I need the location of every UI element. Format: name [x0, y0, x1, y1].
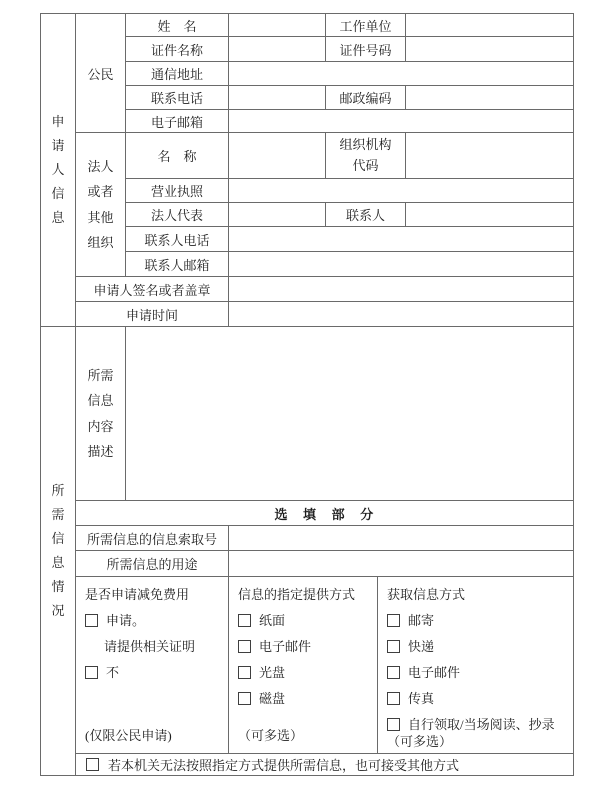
checkbox-icon [238, 640, 251, 653]
fee-waiver-cell [76, 577, 229, 754]
checkbox-icon [86, 758, 99, 771]
label-email: 电子邮箱 [126, 110, 229, 133]
label-postcode: 邮政编码 [326, 86, 406, 110]
label-signature: 申请人签名或者盖章 [76, 277, 229, 302]
delivery-option-paper[interactable]: 纸面 [238, 612, 372, 629]
input-cell-apply-time[interactable] [229, 302, 574, 327]
label-work-unit: 工作单位 [326, 14, 406, 37]
delivery-method-cell [229, 577, 378, 754]
fallback-note-option[interactable] [86, 755, 571, 774]
label-contact-phone: 联系人电话 [126, 227, 229, 252]
applicant-section-title: 申请人信息 [51, 113, 65, 226]
input-cell-legal-rep[interactable] [229, 203, 326, 227]
group-label-citizen: 公民 [76, 14, 126, 133]
required-info-table [40, 326, 574, 776]
checkbox-icon [387, 666, 400, 679]
fee-waiver-option-apply[interactable]: 申请。 [85, 612, 223, 629]
applicant-info-table [40, 13, 574, 327]
fallback-note-text: 若本机关无法按照指定方式提供所需信息，也可接受其他方式 [108, 758, 460, 773]
checkbox-icon [387, 614, 400, 627]
label-purpose: 所需信息的用途 [76, 551, 229, 577]
input-cell-org-code[interactable] [406, 133, 574, 179]
input-cell-org-name[interactable] [229, 133, 326, 179]
input-cell-phone[interactable] [229, 86, 326, 110]
checkbox-icon [85, 666, 98, 679]
obtain-method-cell [378, 577, 574, 754]
label-legal-rep: 法人代表 [126, 203, 229, 227]
fee-waiver-apply-note: 请提供相关证明 [104, 639, 196, 654]
section-title-applicant [41, 14, 76, 327]
delivery-method-footnote: （可多选） [238, 728, 304, 743]
obtain-option-mail[interactable]: 邮寄 [387, 612, 568, 629]
checkbox-icon [85, 614, 98, 627]
fee-waiver-option-no[interactable]: 不 [85, 664, 223, 681]
obtain-method-footnote: （可多选） [387, 734, 453, 749]
delivery-method-header: 信息的指定提供方式 [238, 587, 356, 602]
obtain-method-header: 获取信息方式 [387, 587, 466, 602]
label-phone: 联系电话 [126, 86, 229, 110]
fallback-note-cell [76, 754, 574, 776]
input-cell-id-number[interactable] [406, 37, 574, 62]
checkbox-icon [238, 614, 251, 627]
input-cell-name[interactable] [229, 14, 326, 37]
label-org-code: 组织机构代码 [326, 133, 406, 179]
input-cell-contact[interactable] [406, 203, 574, 227]
input-cell-index-number[interactable] [229, 526, 574, 551]
checkbox-icon [387, 640, 400, 653]
fee-waiver-footnote: (仅限公民申请) [85, 728, 172, 743]
checkbox-icon [387, 718, 400, 731]
label-license: 营业执照 [126, 179, 229, 203]
checkbox-icon [238, 666, 251, 679]
input-cell-work-unit[interactable] [406, 14, 574, 37]
obtain-option-express[interactable]: 快递 [387, 638, 568, 655]
section-title-required-info: 所需信息情况 [41, 327, 76, 776]
label-contact-email: 联系人邮箱 [126, 252, 229, 277]
checkbox-icon [387, 692, 400, 705]
delivery-option-cd[interactable]: 光盘 [238, 664, 372, 681]
label-org-name: 名 称 [126, 133, 229, 179]
delivery-option-disk[interactable]: 磁盘 [238, 690, 372, 707]
input-cell-info-description[interactable] [126, 327, 574, 501]
obtain-option-self-pickup[interactable]: 自行领取/当场阅读、抄录 [387, 716, 568, 733]
input-cell-purpose[interactable] [229, 551, 574, 577]
label-contact: 联系人 [326, 203, 406, 227]
input-cell-contact-phone[interactable] [229, 227, 574, 252]
label-address: 通信地址 [126, 62, 229, 86]
input-cell-address[interactable] [229, 62, 574, 86]
input-cell-contact-email[interactable] [229, 252, 574, 277]
label-apply-time: 申请时间 [76, 302, 229, 327]
label-info-description: 所需信息内容描述 [76, 327, 126, 501]
optional-part-header: 选 填 部 分 [76, 501, 574, 526]
fee-waiver-header: 是否申请减免费用 [85, 587, 190, 602]
label-id-type: 证件名称 [126, 37, 229, 62]
label-name: 姓 名 [126, 14, 229, 37]
obtain-option-fax[interactable]: 传真 [387, 690, 568, 707]
input-cell-signature[interactable] [229, 277, 574, 302]
obtain-option-email[interactable]: 电子邮件 [387, 664, 568, 681]
label-index-number: 所需信息的信息索取号 [76, 526, 229, 551]
input-cell-id-type[interactable] [229, 37, 326, 62]
delivery-option-email[interactable]: 电子邮件 [238, 638, 372, 655]
input-cell-postcode[interactable] [406, 86, 574, 110]
group-label-organization: 法人或者其他组织 [76, 133, 126, 277]
input-cell-email[interactable] [229, 110, 574, 133]
input-cell-license[interactable] [229, 179, 574, 203]
label-id-number: 证件号码 [326, 37, 406, 62]
checkbox-icon [238, 692, 251, 705]
